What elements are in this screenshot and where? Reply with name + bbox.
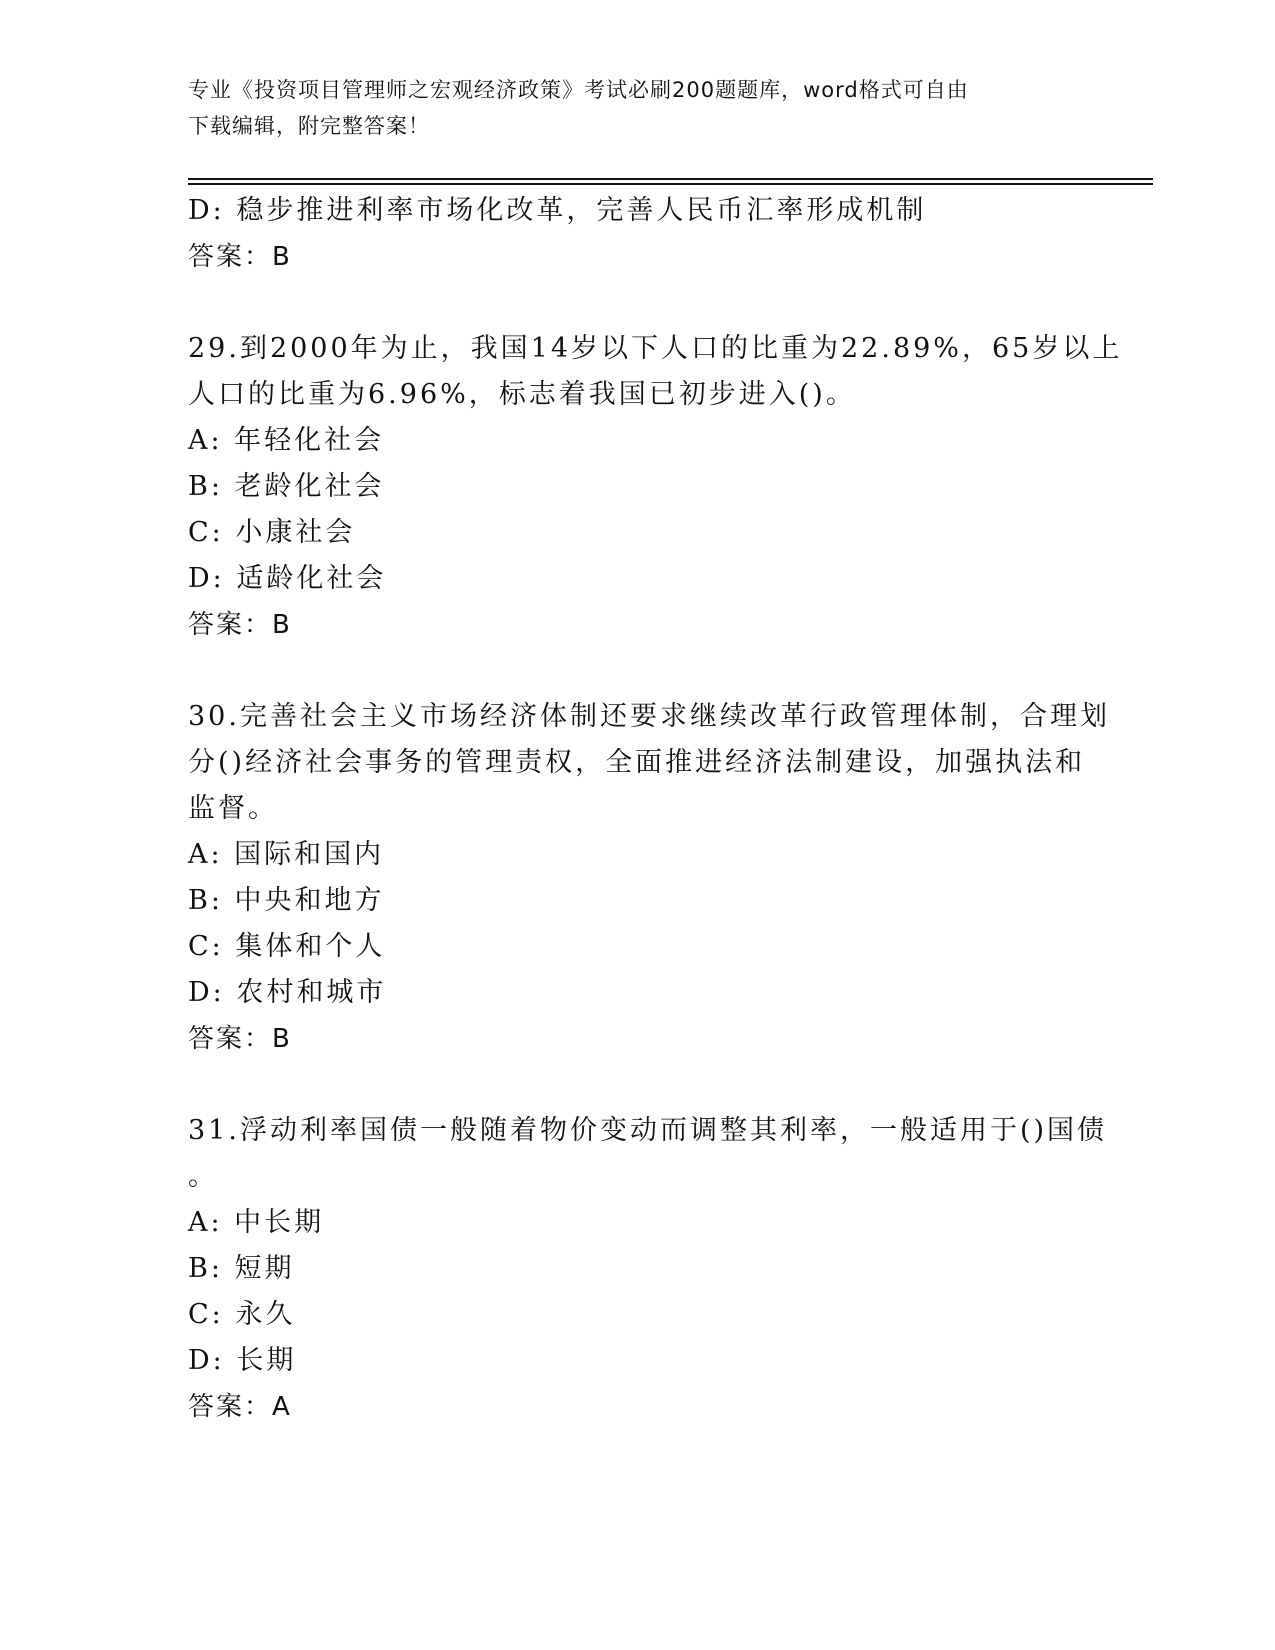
question-list — [188, 188, 1123, 1430]
option-b: B: 中央和地方 — [188, 885, 385, 916]
spacer — [188, 648, 1088, 694]
answer: 答案：B — [188, 242, 292, 272]
option-b: B: 老龄化社会 — [188, 471, 385, 502]
previous-question-tail — [188, 188, 1088, 280]
document-header — [188, 72, 1088, 144]
question-29 — [188, 326, 1123, 648]
option-d: D: 适龄化社会 — [188, 563, 387, 594]
question-text-line: 29.到2000年为止，我国14岁以下人口的比重为22.89%，65岁以上 — [188, 333, 1123, 364]
question-31 — [188, 1108, 1108, 1430]
answer: 答案：B — [188, 1024, 292, 1054]
option-c: C: 小康社会 — [188, 517, 356, 548]
option-c: C: 永久 — [188, 1299, 296, 1330]
header-divider-bottom — [188, 183, 1153, 185]
option-a: A: 中长期 — [188, 1207, 325, 1238]
question-text-line: 31.浮动利率国债一般随着物价变动而调整其利率，一般适用于()国债 — [188, 1115, 1108, 1146]
spacer — [188, 280, 1088, 326]
header-line-1: 专业《投资项目管理师之宏观经济政策》考试必刷200题题库，word格式可自由 — [188, 78, 969, 102]
question-text-line: 分()经济社会事务的管理责权，全面推进经济法制建设，加强执法和 — [188, 747, 1086, 778]
question-30 — [188, 694, 1110, 1062]
header-line-2: 下载编辑，附完整答案！ — [188, 114, 430, 138]
question-text-line: 人口的比重为6.96%，标志着我国已初步进入()。 — [188, 379, 856, 410]
spacer — [188, 1062, 1088, 1108]
option-a: A: 年轻化社会 — [188, 425, 385, 456]
question-text-line: 。 — [188, 1161, 218, 1192]
option-c: C: 集体和个人 — [188, 931, 386, 962]
option-b: B: 短期 — [188, 1253, 295, 1284]
answer: 答案：B — [188, 610, 292, 640]
option-a: A: 国际和国内 — [188, 839, 385, 870]
question-text-line: 监督。 — [188, 793, 278, 824]
option-d: D: 长期 — [188, 1345, 297, 1376]
question-text-line: 30.完善社会主义市场经济体制还要求继续改革行政管理体制，合理划 — [188, 701, 1110, 732]
option-d: D: 稳步推进利率市场化改革，完善人民币汇率形成机制 — [188, 195, 927, 226]
answer: 答案：A — [188, 1392, 292, 1422]
header-divider-top — [188, 178, 1153, 180]
option-d: D: 农村和城市 — [188, 977, 387, 1008]
